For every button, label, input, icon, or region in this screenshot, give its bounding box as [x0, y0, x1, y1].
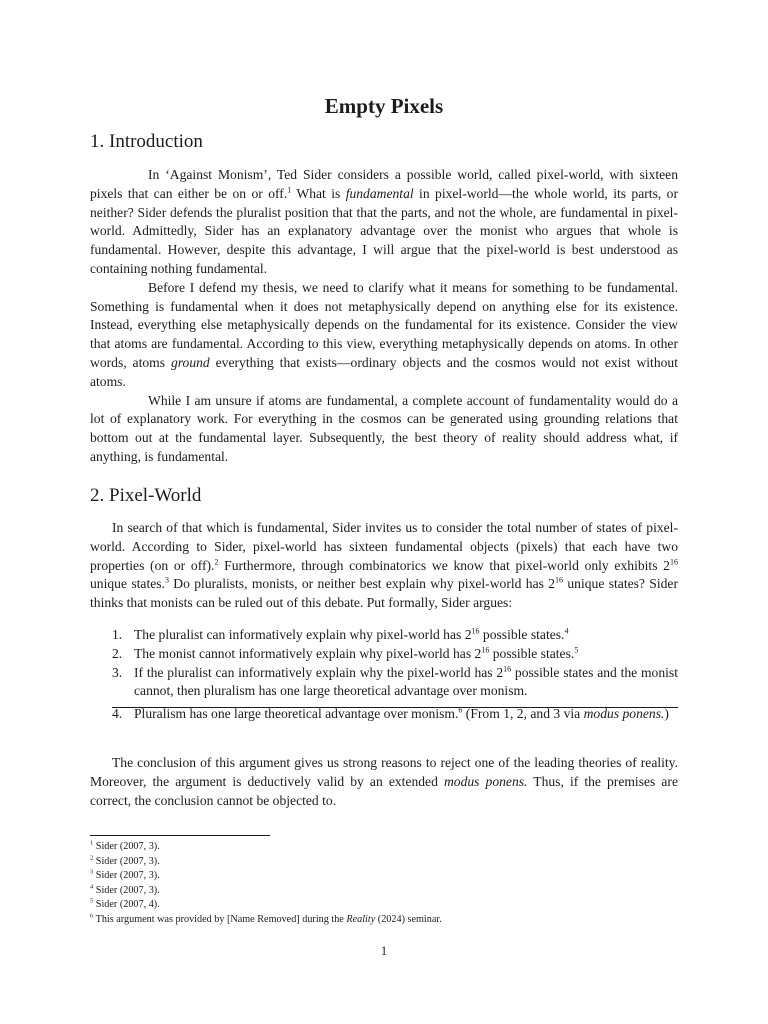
emphasis: ground	[170, 354, 210, 370]
text-run: possible states.	[489, 645, 575, 661]
argument-conclusion	[90, 705, 678, 724]
footnote-number: 1	[90, 839, 94, 847]
introduction-body	[90, 166, 678, 467]
footnote-number: 3	[90, 868, 94, 876]
footnote-text: (2024) seminar.	[375, 913, 442, 925]
footnote-ref-6: 6	[458, 705, 463, 715]
page-number: 1	[380, 944, 388, 958]
text-run: in pixel-world—the whole world, its parts, or neither? Sider defends the pluralist position that that the parts, and not the whole, are fundamental in pixel-world. Admittedly, Sider has an explanatory advantage over the monist who argues that whole is fundamental. However, despite this advantage, I will argue that the pixel-world is best understood as containing nothing fundamental.	[90, 185, 678, 276]
footnote-2	[90, 855, 678, 870]
footnote-text: Sider (2007, 3).	[93, 870, 160, 882]
footnote-6	[90, 913, 678, 928]
exponent: 16	[669, 557, 678, 567]
text-run: In search of that which is fundamental, Sider invites us to consider the total number of states of pixel-world. According to Sider, pixel-world has sixteen fundamental objects (pixels) that each have two properties (on or off).	[90, 520, 678, 573]
section-heading-pixel-world: 2. Pixel-World	[90, 485, 202, 506]
text-run: Pluralism has one large theoretical advantage over monism.	[134, 706, 459, 722]
text-run: everything that exists—ordinary objects and the cosmos would not exist without atoms.	[90, 354, 678, 389]
exponent: 16	[481, 645, 490, 655]
section-heading-introduction: 1. Introduction	[90, 131, 203, 152]
footnote-ref-2: 2	[214, 557, 219, 567]
footnote-divider	[90, 835, 270, 836]
text-run: possible states.	[479, 627, 565, 642]
exponent: 16	[471, 626, 480, 636]
footnotes	[90, 840, 678, 928]
text-run: possible states and the monist cannot, then pluralism has one large theoretical advantage over monism.	[134, 664, 678, 699]
footnote-number: 4	[90, 883, 94, 891]
footnote-3	[90, 869, 678, 884]
intro-paragraph-3: While I am unsure if atoms are fundamental, a complete account of fundamentality would do a lot of explanatory work. For everything in the cosmos can be generated using grounding relations that bottom out at the fundamental layer. Subsequently, the best theory of reality should address what, if anything, is fundamental.	[90, 392, 678, 464]
paragraph	[90, 519, 678, 613]
text-run: Thus, if the premises are correct, the conclusion cannot be objected to.	[90, 773, 678, 808]
footnote-5	[90, 898, 678, 913]
text-run: Do pluralists, monists, or neither best explain why pixel-world has 2	[168, 576, 556, 592]
list-number: 1.	[112, 627, 123, 642]
footnote-text: Sider (2007, 3).	[93, 884, 160, 896]
text-run: The monist cannot informatively explain why pixel-world has 2	[134, 645, 482, 661]
argument-list	[90, 626, 678, 724]
intro-paragraph-1	[90, 166, 678, 279]
text-run: )	[664, 706, 669, 722]
text-run: What is	[291, 185, 346, 201]
text-run: If the pluralist can informatively explain why the pixel-world has 2	[134, 664, 504, 680]
text-run: The pluralist can informatively explain why pixel-world has 2	[134, 627, 472, 642]
intro-paragraph-2	[90, 279, 678, 392]
text-run: Before I defend my thesis, we need to clarify what it means for something to be fundamental. Something is fundamental when it does not metaphysically depend on anything else for its existence. Instead, everything else metaphysically depends on the fundamental for its existence. Consider the view that atoms are fundamental. According to this view, everything metaphysically depends on atoms. In other words, atoms	[90, 279, 678, 370]
emphasis: modus ponens.	[583, 706, 665, 722]
footnote-ref-1: 1	[287, 185, 292, 195]
footnote-number: 6	[90, 912, 94, 920]
pixel-world-paragraph-2	[90, 754, 678, 810]
footnote-ref-5: 5	[574, 645, 579, 655]
footnote-1	[90, 840, 678, 855]
exponent: 16	[503, 664, 512, 674]
text-run: Furthermore, through combinatorics we know that pixel-world only exhibits 2	[218, 557, 670, 573]
footnote-number: 5	[90, 897, 94, 905]
argument-premise-3	[90, 664, 678, 702]
footnote-4	[90, 884, 678, 899]
list-number: 4.	[112, 706, 123, 722]
emphasis: modus ponens.	[443, 773, 528, 789]
text-run: The conclusion of this argument gives us strong reasons to reject one of the leading theories of reality. Moreover, the argument is deductively valid by an extended	[90, 755, 678, 789]
argument-premise-1	[90, 626, 678, 645]
footnote-text: Sider (2007, 3).	[93, 841, 160, 852]
exponent: 16	[555, 575, 564, 585]
footnote-ref-4: 4	[564, 626, 569, 636]
emphasis: fundamental	[345, 185, 414, 201]
footnote-text: This argument was provided by [Name Removed] during the	[93, 913, 347, 925]
text-run: unique states.	[90, 576, 165, 592]
footnote-text: Sider (2007, 4).	[93, 899, 160, 911]
footnote-number: 2	[90, 854, 94, 862]
conclusion-divider	[112, 707, 678, 708]
footnote-ref-3: 3	[164, 575, 169, 585]
text-run: unique states? Sider thinks that monists can be ruled out of this debate. Put formally, Sider argues:	[90, 576, 678, 611]
paper-title: Empty Pixels	[324, 94, 444, 118]
list-number: 2.	[112, 645, 123, 661]
emphasis: Reality	[346, 913, 376, 925]
pixel-world-paragraph-1	[90, 519, 678, 613]
argument-premise-2	[90, 645, 678, 664]
text-run: In ‘Against Monism’, Ted Sider considers a possible world, called pixel-world, with sixteen pixels that can either be on or off.	[90, 167, 678, 201]
paragraph	[90, 754, 678, 810]
list-number: 3.	[112, 664, 123, 680]
footnote-text: Sider (2007, 3).	[93, 855, 160, 867]
text-run: (From 1, 2, and 3 via	[462, 706, 584, 722]
